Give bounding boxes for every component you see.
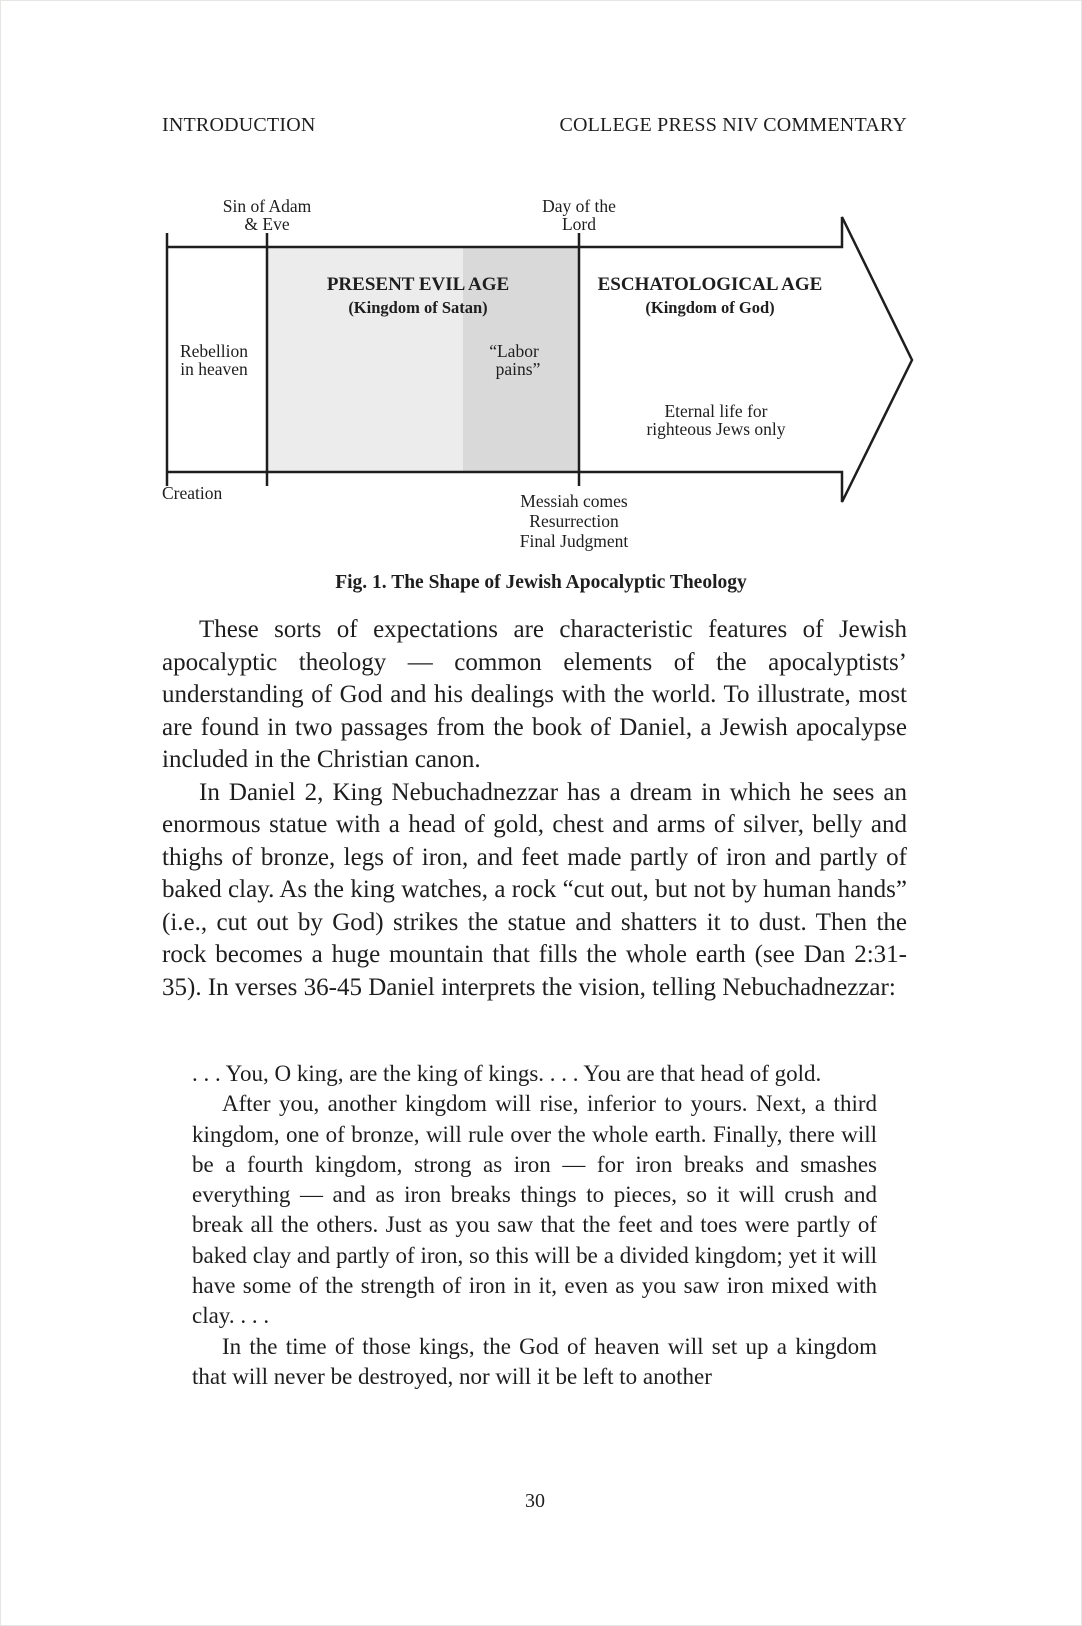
eschatological-age-title: ESCHATOLOGICAL AGE (597, 274, 823, 295)
body-text (162, 614, 907, 1004)
block-quote (192, 1059, 877, 1392)
eschatological-age-subtitle: (Kingdom of God) (645, 298, 775, 317)
page-number: 30 (525, 1490, 545, 1512)
body-paragraph-1: These sorts of expectations are characteristic features of Jewish apocalyptic theology — common elements of the apocalyptists’ understanding of God and his dealings with the world. To illustrate, most are found in two passages from the book of Daniel, a Jewish apocalypse included in the Christian canon. (162, 616, 907, 773)
figure-caption: Fig. 1. The Shape of Jewish Apocalyptic Theology (335, 572, 747, 593)
eternal-life-label-line2: righteous Jews only (646, 419, 786, 439)
quote-paragraph-2: After you, another kingdom will rise, inferior to yours. Next, a third kingdom, one of bronze, will rule over the whole earth. Finally, there will be a fourth kingdom, strong as iron — for iron breaks and smashes everything — and as iron breaks things to pieces, so it will crush and break all the others. Just as you saw that the feet and toes were partly of baked clay and partly of iron, so this will be a divided kingdom; yet it will have some of the strength of iron in it, even as you saw iron mixed with clay. . . . (192, 1091, 877, 1329)
creation-label: Creation (162, 483, 223, 503)
present-age-subtitle: (Kingdom of Satan) (348, 298, 488, 317)
running-head-left: INTRODUCTION (162, 114, 316, 136)
final-judgment-label: Final Judgment (519, 531, 629, 551)
eternal-life-label-line1: Eternal life for (664, 401, 768, 421)
sin-of-adam-label-line2: & Eve (244, 214, 290, 234)
quote-paragraph-3: In the time of those kings, the God of heaven will set up a kingdom that will never be destroyed, nor will it be left to another (192, 1333, 877, 1389)
rebellion-label-line2: in heaven (180, 359, 248, 379)
day-of-lord-label-line1: Day of the (542, 196, 616, 216)
present-age-title: PRESENT EVIL AGE (326, 274, 510, 295)
labor-pains-label-line1: “Labor (489, 341, 539, 361)
day-of-lord-label-line2: Lord (561, 214, 597, 234)
resurrection-label: Resurrection (529, 511, 619, 531)
running-head-right: COLLEGE PRESS NIV COMMENTARY (559, 114, 907, 136)
body-paragraph-2: In Daniel 2, King Nebuchadnezzar has a dream in which he sees an enormous statue with a head of gold, chest and arms of silver, belly and thighs of bronze, legs of iron, and feet made partly of iron and partly of baked clay. As the king watches, a rock “cut out, but not by human hands” (i.e., cut out by God) strikes the statue and shatters it to dust. Then the rock becomes a huge mountain that fills the whole earth (see Dan 2:31-35). In verses 36-45 Daniel interprets the vision, telling Nebuchadnezzar: (162, 778, 907, 1001)
rebellion-label-line1: Rebellion (179, 341, 249, 361)
labor-pains-label-line2: pains” (495, 359, 541, 379)
quote-paragraph-1: . . . You, O king, are the king of kings. . . . You are that head of gold. (192, 1061, 822, 1086)
messiah-comes-label: Messiah comes (520, 491, 628, 511)
sin-of-adam-label-line1: Sin of Adam (222, 196, 312, 216)
